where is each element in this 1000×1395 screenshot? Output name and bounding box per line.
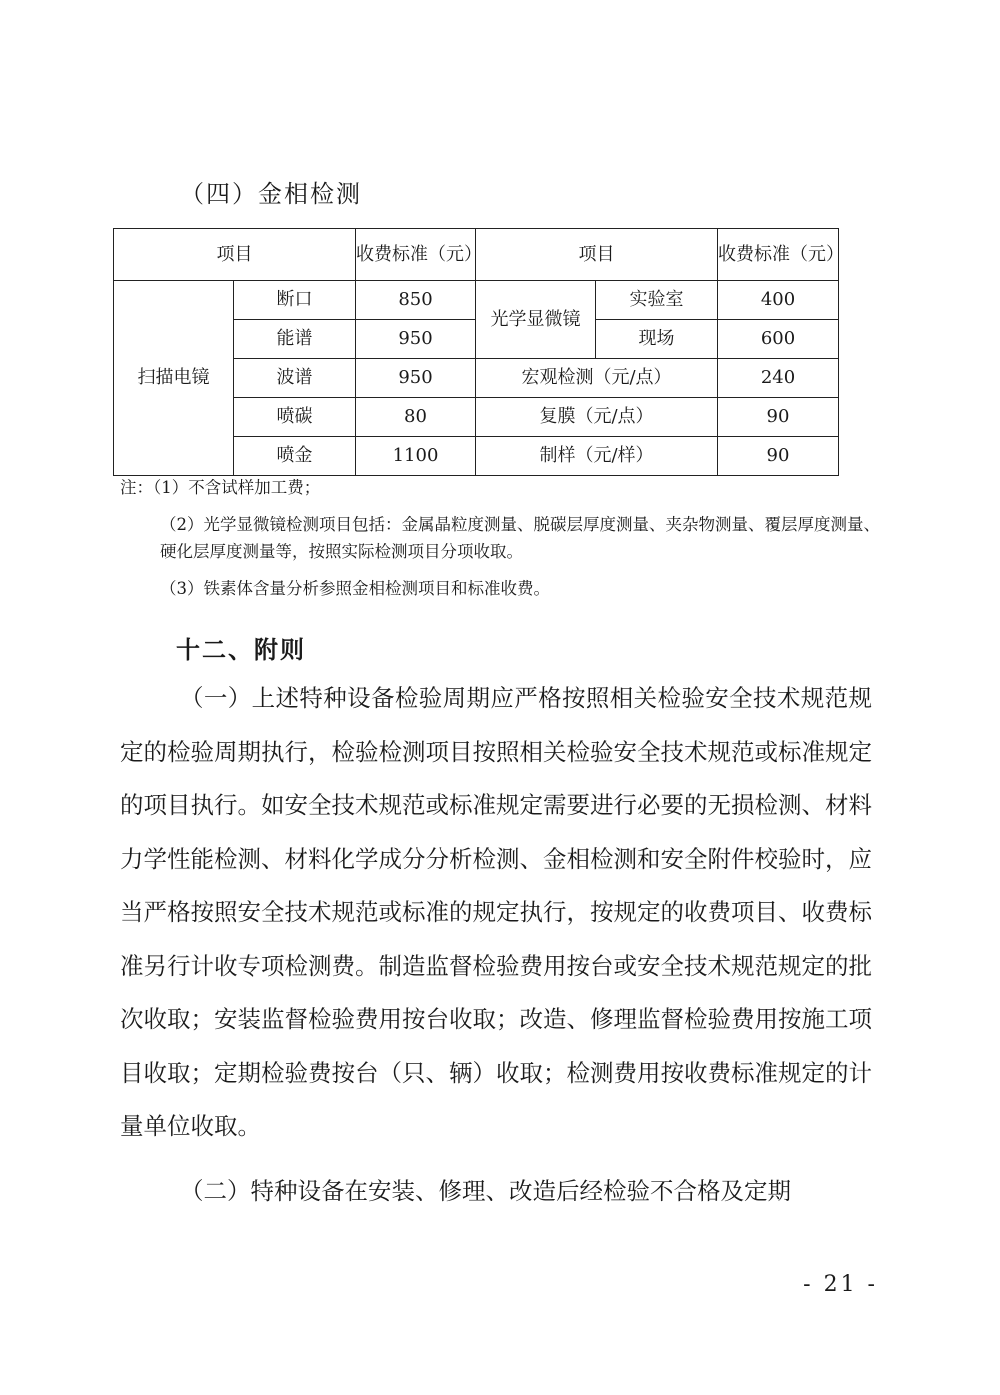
optical-item: 实验室 [596,281,718,320]
optical-item: 现场 [596,320,718,359]
other-item: 制样（元/样） [476,437,718,476]
other-item: 复膜（元/点） [476,398,718,437]
note-2: （2）光学显微镜检测项目包括：金属晶粒度测量、脱碳层厚度测量、夹杂物测量、覆层厚度测量、硬化层厚度测量等，按照实际检测项目分项收取。 [160,515,880,561]
fee-table [113,228,844,476]
note-1: 注：（1）不含试样加工费； [120,478,321,497]
paragraph-1: （一）上述特种设备检验周期应严格按照相关检验安全技术规范规定的检验周期执行，检验检测项目按照相关检验安全技术规范或标准规定的项目执行。如安全技术规范或标准规定需要进行必要的无损检测、材料力学性能检测、材料化学成分分析检测、金相检测和安全附件校验时，应当严格按照安全技术规范或标准的规定执行，按规定的收费项目、收费标准另行计收专项检测费。制造监督检验费用按台或安全技术规范规定的批次收取；安装监督检验费用按台收取；改造、修理监督检验费用按施工项目收取；定期检验费按台（只、辆）收取；检测费用按收费标准规定的计量单位收取。 [120,684,872,1140]
other-fee: 240 [718,359,839,398]
paragraph-2: （二）特种设备在安装、修理、改造后经检验不合格及定期 [180,1176,791,1205]
sem-item: 断口 [234,281,356,320]
optical-fee: 400 [718,281,839,320]
sem-item: 能谱 [234,320,356,359]
chapter-heading: 十二、附则 [176,636,306,664]
body-text [120,672,872,1218]
table-header-row [114,229,839,281]
sem-item: 喷碳 [234,398,356,437]
sem-fee: 80 [356,398,476,437]
sem-fee: 850 [356,281,476,320]
sem-label: 扫描电镜 [114,281,234,476]
other-item: 宏观检测（元/点） [476,359,718,398]
other-fee: 90 [718,398,839,437]
header-item-left: 项目 [114,229,356,281]
optical-fee: 600 [718,320,839,359]
optical-label: 光学显微镜 [476,281,596,359]
other-fee: 90 [718,437,839,476]
sem-item: 喷金 [234,437,356,476]
table-notes [120,474,880,602]
header-fee-left: 收费标准（元） [356,229,476,281]
sem-item: 波谱 [234,359,356,398]
page-number: - 21 - [803,1272,878,1297]
table-row [114,281,839,320]
sem-fee: 950 [356,359,476,398]
header-fee-right: 收费标准（元） [718,229,839,281]
header-item-right: 项目 [476,229,718,281]
section-title: （四）金相检测 [180,180,362,208]
note-3: （3）铁素体含量分析参照金相检测项目和标准收费。 [160,579,550,598]
sem-fee: 1100 [356,437,476,476]
sem-fee: 950 [356,320,476,359]
